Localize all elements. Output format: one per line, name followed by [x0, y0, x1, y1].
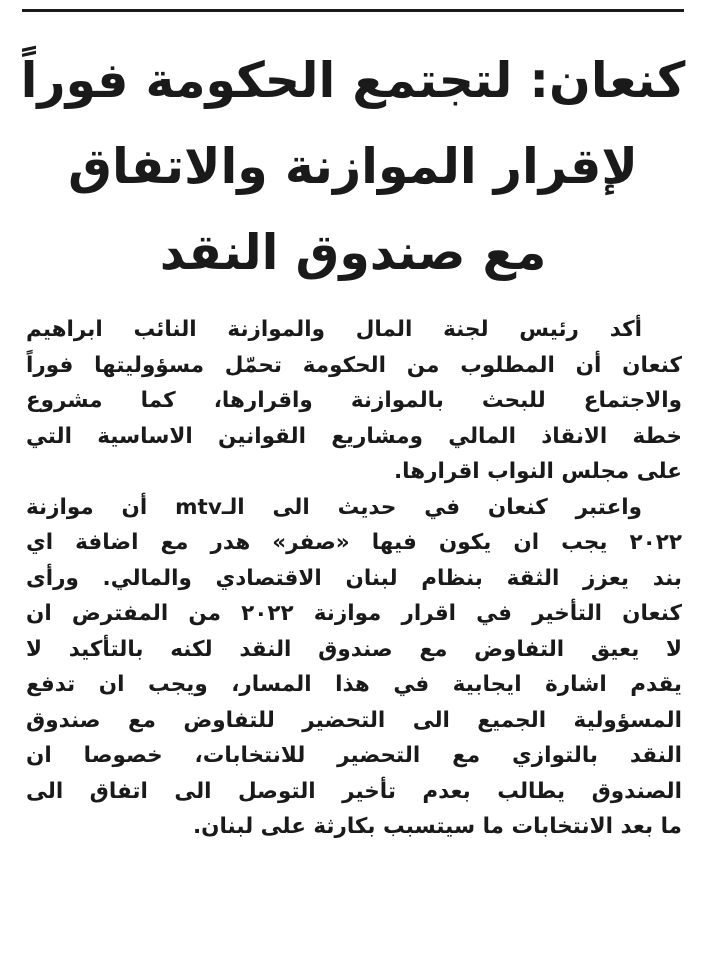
text-line: الصندوق يطالب بعدم تأخير التوصل الى اتفاق الى	[26, 778, 682, 804]
text-line: لا يعيق التفاوض مع صندوق النقد لكنه بالتأكيد لا	[26, 636, 682, 662]
paragraph-1	[26, 312, 682, 490]
text-line: المسؤولية الجميع الى التحضير للتفاوض مع صندوق	[26, 707, 682, 733]
text-line-content: أكد رئيس لجنة المال والموازنة النائب ابراهيم	[26, 317, 642, 342]
headline-line-1: كنعان: لتجتمع الحكومة فوراً	[20, 52, 686, 109]
text-line: ما بعد الانتخابات ما سيتسبب بكارثة على لبنان.	[192, 814, 682, 839]
text-line: النقد بالتوازي مع التحضير للانتخابات، خصوصا ان	[26, 743, 682, 768]
headline-line-2: لإقرار الموازنة والاتفاق	[68, 138, 638, 195]
article-body	[26, 312, 682, 845]
paragraph-2	[26, 490, 682, 845]
text-line	[26, 490, 682, 526]
headline-line-3: مع صندوق النقد	[159, 224, 547, 281]
text-line: على مجلس النواب اقرارها.	[393, 459, 682, 484]
headline	[20, 38, 686, 296]
top-rule	[22, 9, 684, 12]
text-line: كنعان أن المطلوب من الحكومة تحمّل مسؤوليتها فوراً	[26, 352, 682, 378]
text-line: كنعان التأخير في اقرار موازنة ٢٠٢٢ من المفترض ان	[26, 601, 682, 626]
text-line	[26, 312, 682, 348]
text-line: والاجتماع للبحث بالموازنة واقرارها، كما مشروع	[26, 388, 682, 413]
text-line: بند يعزز الثقة بنظام لبنان الاقتصادي والمالي. ورأى	[26, 565, 682, 591]
text-line: يقدم اشارة ايجابية في هذا المسار، ويجب ان تدفع	[26, 672, 682, 697]
text-line: خطة الانقاذ المالي ومشاريع القوانين الاساسية التي	[26, 423, 682, 449]
text-line-content: واعتبر كنعان في حديث الى الـmtv أن موازنة	[26, 494, 642, 520]
text-line: ٢٠٢٢ يجب ان يكون فيها «صفر» هدر مع اضافة اي	[26, 530, 682, 555]
